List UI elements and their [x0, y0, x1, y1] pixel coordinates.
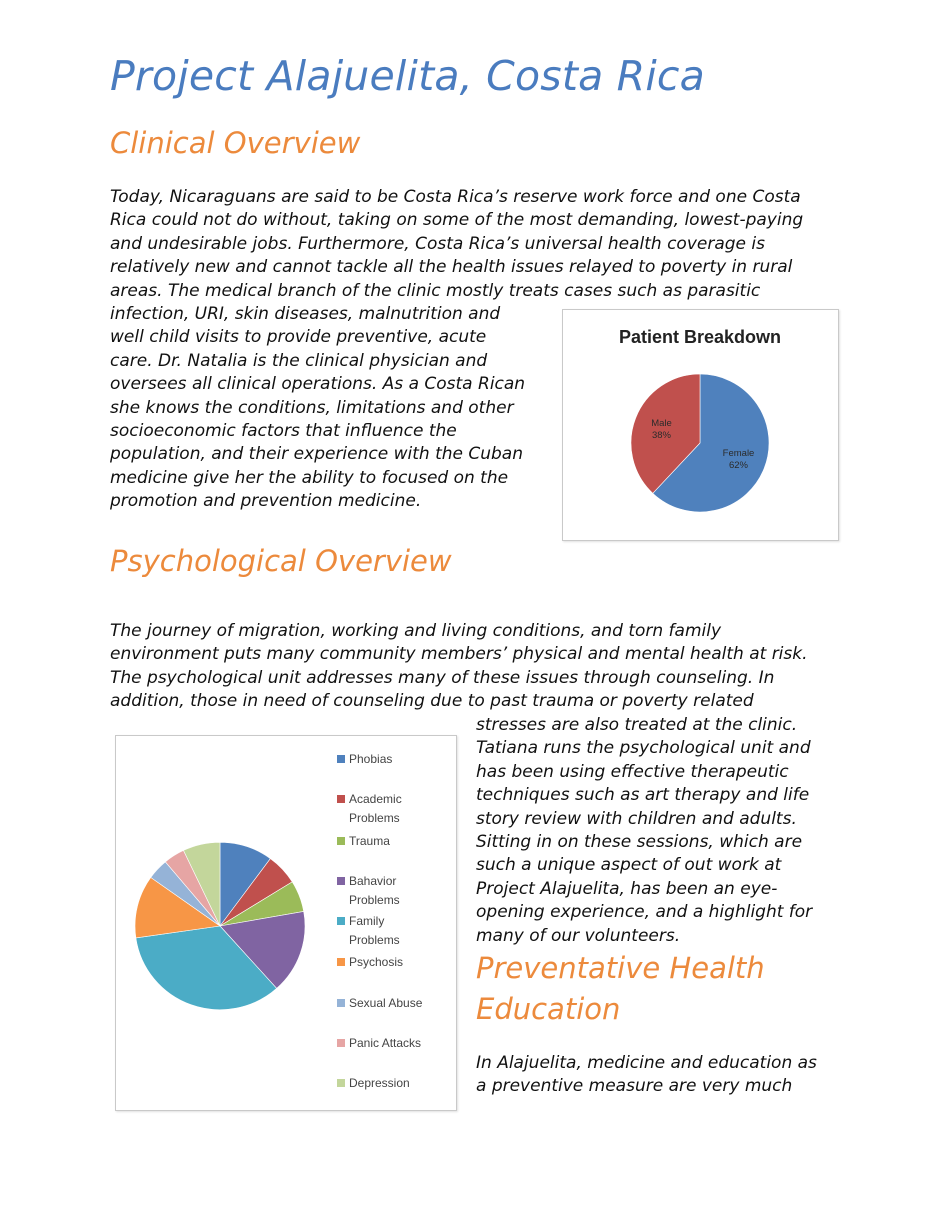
clinical-overview-heading: Clinical Overview: [110, 126, 361, 160]
legend-swatch: [337, 999, 345, 1007]
psychological-text-line: opening experience, and a highlight for: [476, 902, 813, 923]
legend-label: Academic: [349, 792, 402, 806]
data-label-value: 62%: [728, 460, 749, 472]
clinical-text-line: and undesirable jobs. Furthermore, Costa Rica’s universal health coverage is: [110, 233, 765, 254]
clinical-text-line: care. Dr. Natalia is the clinical physician and: [110, 350, 488, 371]
clinical-text-line: Rica could not do without, taking on some of the most demanding, lowest-paying: [110, 210, 804, 231]
legend-label: Problems: [349, 932, 400, 947]
chart-title: Patient Breakdown: [618, 327, 782, 347]
psychological-cases-legend: [337, 736, 455, 1110]
psychological-overview-heading: Psychological Overview: [110, 544, 452, 578]
psychological-text-line: addition, those in need of counseling due to past trauma or poverty related: [110, 691, 754, 712]
clinical-text-line: areas. The medical branch of the clinic mostly treats cases such as parasitic: [110, 280, 761, 301]
clinical-text-line: medicine give her the ability to focused on the: [110, 467, 509, 488]
legend-swatch: [337, 917, 345, 925]
legend-swatch: [337, 1039, 345, 1047]
legend-label: Problems: [349, 810, 400, 825]
patient-breakdown-chart: [562, 309, 839, 541]
legend-swatch: [337, 877, 345, 885]
psychological-text-line: Sitting in on these sessions, which are: [476, 832, 803, 853]
psychological-text-line: environment puts many community members’ physical and mental health at risk.: [110, 644, 808, 665]
legend-label: Problems: [349, 892, 400, 907]
psychological-paragraph-full-width: [110, 620, 808, 714]
psychological-paragraph-wrapped: [476, 714, 812, 948]
psychological-text-line: Project Alajuelita, has been an eye-: [476, 878, 778, 899]
psychological-text-line: Tatiana runs the psychological unit and: [476, 738, 811, 759]
legend-label: Bahavior: [349, 874, 397, 888]
legend-label: Phobias: [349, 752, 393, 766]
legend-label: Family: [349, 914, 385, 928]
preventative-heading-line1: Preventative Health: [476, 951, 765, 985]
legend-label: Psychosis: [349, 955, 404, 969]
legend-swatch: [337, 1079, 345, 1087]
clinical-text-line: promotion and prevention medicine.: [110, 491, 422, 512]
clinical-text-line: she knows the conditions, limitations and other: [110, 397, 514, 418]
patient-breakdown-pie-svg: [563, 310, 838, 540]
document-title: Project Alajuelita, Costa Rica: [110, 52, 705, 100]
data-label-name: Female: [722, 448, 755, 460]
psychological-text-line: The journey of migration, working and living conditions, and torn family: [110, 621, 722, 641]
legend-swatch: [337, 755, 345, 763]
legend-label: Panic Attacks: [349, 1036, 422, 1050]
legend-label: Sexual Abuse: [349, 996, 423, 1010]
clinical-text-line: oversees all clinical operations. As a Costa Rican: [110, 374, 526, 395]
legend-label: Trauma: [349, 834, 390, 848]
psychological-cases-chart: [115, 735, 457, 1111]
clinical-text-line: population, and their experience with the Cuban: [110, 444, 523, 465]
clinical-paragraph-full-width: [110, 186, 803, 303]
legend-swatch: [337, 795, 345, 803]
legend-swatch: [337, 958, 345, 966]
data-label-name: Male: [651, 417, 672, 429]
preventative-text-line: In Alajuelita, medicine and education as: [476, 1053, 817, 1073]
psychological-text-line: stresses are also treated at the clinic.: [476, 715, 798, 735]
psychological-text-line: The psychological unit addresses many of these issues through counseling. In: [110, 667, 775, 688]
clinical-paragraph-wrapped: [110, 303, 525, 514]
clinical-text-line: Today, Nicaraguans are said to be Costa Rica’s reserve work force and one Costa: [110, 187, 801, 207]
clinical-text-line: socioeconomic factors that influence the: [110, 421, 457, 442]
psychological-text-line: such a unique aspect of out work at: [476, 855, 782, 876]
clinical-text-line: relatively new and cannot tackle all the health issues relayed to poverty in rural: [110, 257, 793, 278]
psychological-text-line: many of our volunteers.: [476, 925, 681, 946]
data-label-value: 38%: [651, 429, 672, 441]
preventative-text-line: a preventive measure are very much: [476, 1076, 793, 1097]
psychological-text-line: techniques such as art therapy and life: [476, 785, 810, 806]
preventative-paragraph: [476, 1052, 817, 1099]
legend-label: Depression: [349, 1076, 410, 1090]
clinical-text-line: infection, URI, skin diseases, malnutrition and: [110, 304, 501, 324]
clinical-text-line: well child visits to provide preventive, acute: [110, 327, 487, 348]
psychological-text-line: story review with children and adults.: [476, 808, 797, 829]
legend-swatch: [337, 837, 345, 845]
psychological-text-line: has been using effective therapeutic: [476, 761, 789, 782]
preventative-heading-line2: Education: [476, 992, 621, 1026]
